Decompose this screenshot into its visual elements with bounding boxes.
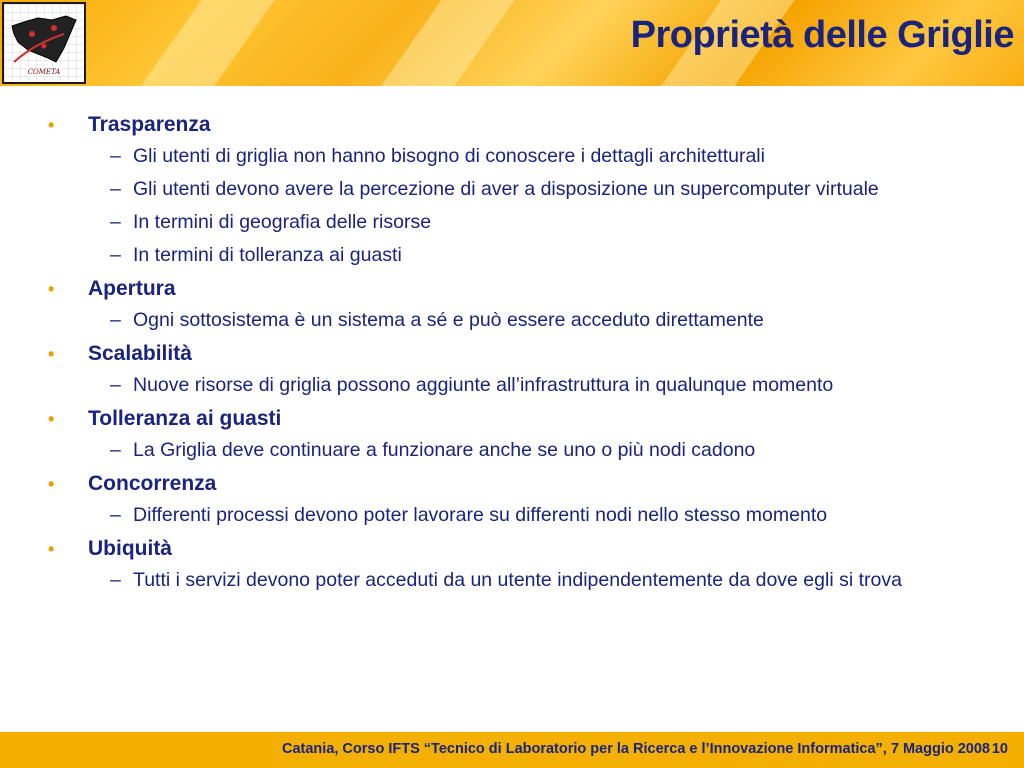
sub-bullet-item xyxy=(48,503,998,528)
sub-bullet-item xyxy=(48,373,998,398)
sub-bullet-text: Gli utenti devono avere la percezione di aver a disposizione un supercomputer virtuale xyxy=(133,178,879,200)
sub-bullet-item xyxy=(48,438,998,463)
sub-bullet-text: In termini di geografia delle risorse xyxy=(133,211,432,233)
sub-bullet-text: Ogni sottosistema è un sistema a sé e può essere acceduto direttamente xyxy=(133,309,764,331)
svg-text:COMETA: COMETA xyxy=(27,68,61,76)
dash-marker: – xyxy=(110,309,121,331)
bullet-marker: • xyxy=(48,115,55,135)
sub-bullet-item xyxy=(48,210,998,235)
sub-bullet-item xyxy=(48,568,998,593)
bullet-marker: • xyxy=(48,279,55,299)
sub-bullet-item xyxy=(48,144,998,169)
bullet-item xyxy=(48,341,998,367)
sub-bullet-text: Nuove risorse di griglia possono aggiunte all’infrastruttura in qualunque momento xyxy=(133,374,834,396)
bullet-marker: • xyxy=(48,474,55,494)
page-number: 10 xyxy=(991,741,1008,757)
bullet-heading: Trasparenza xyxy=(88,113,211,136)
header-highlight xyxy=(140,0,281,86)
bullet-list xyxy=(48,112,998,601)
header-highlight xyxy=(380,0,521,86)
sub-bullet-item xyxy=(48,243,998,268)
footer-text: Catania, Corso IFTS “Tecnico di Laboratorio per la Ricerca e l’Innovazione Informatica”, 7 Maggio 2008 xyxy=(282,741,990,757)
bullet-heading: Scalabilità xyxy=(88,342,192,365)
slide-title: Proprietà delle Griglie xyxy=(630,14,1014,56)
dash-marker: – xyxy=(110,178,121,200)
sicily-grid-logo-icon xyxy=(2,2,86,84)
sub-bullet-item xyxy=(48,177,998,202)
bullet-marker: • xyxy=(48,539,55,559)
bullet-item xyxy=(48,536,998,562)
sub-bullet-text: In termini di tolleranza ai guasti xyxy=(133,244,402,266)
dash-marker: – xyxy=(110,374,121,396)
bullet-marker: • xyxy=(48,409,55,429)
sub-bullet-text: Differenti processi devono poter lavorare su differenti nodi nello stesso momento xyxy=(133,504,828,526)
dash-marker: – xyxy=(110,211,121,233)
header-band xyxy=(0,0,1024,86)
bullet-heading: Tolleranza ai guasti xyxy=(88,407,282,430)
bullet-heading: Apertura xyxy=(88,277,176,300)
bullet-marker: • xyxy=(48,344,55,364)
dash-marker: – xyxy=(110,244,121,266)
bullet-item xyxy=(48,406,998,432)
sub-bullet-item xyxy=(48,308,998,333)
dash-marker: – xyxy=(110,504,121,526)
footer-band xyxy=(0,732,1024,768)
bullet-heading: Concorrenza xyxy=(88,472,217,495)
bullet-item xyxy=(48,471,998,497)
dash-marker: – xyxy=(110,569,121,591)
sub-bullet-text: La Griglia deve continuare a funzionare anche se uno o più nodi cadono xyxy=(133,439,756,461)
sub-bullet-text: Tutti i servizi devono poter acceduti da un utente indipendentemente da dove egli si trova xyxy=(133,569,902,591)
bullet-item xyxy=(48,276,998,302)
bullet-item xyxy=(48,112,998,138)
dash-marker: – xyxy=(110,439,121,461)
sub-bullet-text: Gli utenti di griglia non hanno bisogno di conoscere i dettagli architetturali xyxy=(133,145,765,167)
dash-marker: – xyxy=(110,145,121,167)
bullet-heading: Ubiquità xyxy=(88,537,172,560)
